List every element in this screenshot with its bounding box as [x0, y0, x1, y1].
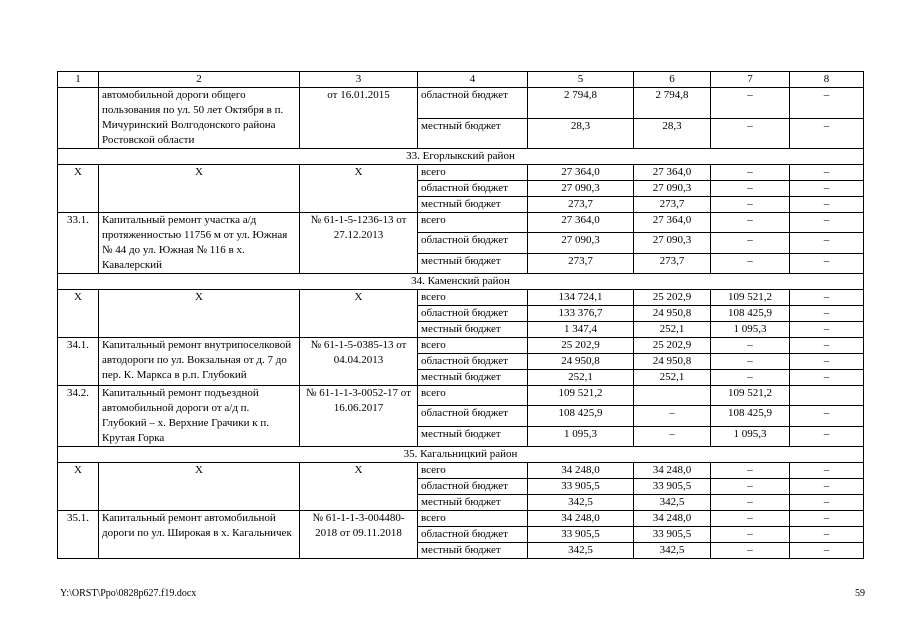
- value-col5: 33 905,5: [528, 527, 634, 543]
- page-number: 59: [855, 588, 865, 599]
- value-col7: –: [711, 181, 790, 197]
- value-col8: –: [790, 213, 864, 233]
- budget-source: местный бюджет: [418, 322, 528, 338]
- value-col8: –: [790, 338, 864, 354]
- value-col6: 27 090,3: [634, 233, 711, 253]
- value-col5: 2 794,8: [528, 88, 634, 119]
- item-number: 34.1.: [58, 338, 99, 386]
- value-col5: 24 950,8: [528, 354, 634, 370]
- value-col6: 25 202,9: [634, 290, 711, 306]
- value-col5: 273,7: [528, 253, 634, 273]
- budget-source: местный бюджет: [418, 426, 528, 446]
- value-col7: –: [711, 197, 790, 213]
- value-col5: 25 202,9: [528, 338, 634, 354]
- value-col7: 108 425,9: [711, 406, 790, 426]
- value-col6: 273,7: [634, 197, 711, 213]
- table-row: [58, 463, 864, 479]
- value-col8: –: [790, 543, 864, 559]
- section-row: [58, 149, 864, 165]
- value-col7: –: [711, 213, 790, 233]
- value-col6: 252,1: [634, 370, 711, 386]
- document-number: № 61-1-1-3-004480-2018 от 09.11.2018: [300, 511, 418, 559]
- table-row: [58, 88, 864, 119]
- header-cell: 2: [99, 72, 300, 88]
- section-row: [58, 447, 864, 463]
- budget-source: областной бюджет: [418, 88, 528, 119]
- header-cell: 5: [528, 72, 634, 88]
- value-col6: 273,7: [634, 253, 711, 273]
- value-col6: 34 248,0: [634, 511, 711, 527]
- value-col8: –: [790, 197, 864, 213]
- budget-source: местный бюджет: [418, 118, 528, 149]
- value-col8: –: [790, 322, 864, 338]
- value-col5: 342,5: [528, 543, 634, 559]
- value-col5: 134 724,1: [528, 290, 634, 306]
- item-name: Капитальный ремонт автомобильной дороги по ул. Широкая в х. Кагальничек: [99, 511, 300, 559]
- value-col5: 252,1: [528, 370, 634, 386]
- value-col6: –: [634, 406, 711, 426]
- item-name: Капитальный ремонт внутрипоселковой автодороги по ул. Вокзальная от д. 7 до пер. К. Маркса в р.п. Глубокий: [99, 338, 300, 386]
- budget-source: всего: [418, 511, 528, 527]
- value-col5: 33 905,5: [528, 479, 634, 495]
- item-number: Х: [58, 290, 99, 338]
- value-col8: –: [790, 253, 864, 273]
- table-row: [58, 511, 864, 527]
- value-col6: 27 364,0: [634, 165, 711, 181]
- header-row: [58, 72, 864, 88]
- header-cell: 8: [790, 72, 864, 88]
- item-name: Х: [99, 290, 300, 338]
- table-row: [58, 386, 864, 406]
- budget-source: областной бюджет: [418, 233, 528, 253]
- section-title: 35. Кагальницкий район: [58, 447, 864, 463]
- value-col6: 25 202,9: [634, 338, 711, 354]
- value-col6: 342,5: [634, 495, 711, 511]
- item-name: Капитальный ремонт участка а/д протяженностью 11756 м от ул. Южная № 44 до ул. Южная № 116 в х. Кавалерский: [99, 213, 300, 274]
- value-col8: –: [790, 88, 864, 119]
- value-col7: –: [711, 370, 790, 386]
- value-col8: –: [790, 306, 864, 322]
- file-path: Y:\ORST\Ppo\0828p627.f19.docx: [60, 588, 197, 599]
- value-col5: 342,5: [528, 495, 634, 511]
- value-col8: –: [790, 527, 864, 543]
- value-col7: –: [711, 233, 790, 253]
- value-col6: 27 090,3: [634, 181, 711, 197]
- value-col5: 28,3: [528, 118, 634, 149]
- document-number: № 61-1-1-3-0052-17 от 16.06.2017: [300, 386, 418, 447]
- section-row: [58, 274, 864, 290]
- document-number: Х: [300, 290, 418, 338]
- item-name: Х: [99, 165, 300, 213]
- value-col8: –: [790, 426, 864, 446]
- value-col8: –: [790, 290, 864, 306]
- budget-source: всего: [418, 338, 528, 354]
- value-col5: 1 095,3: [528, 426, 634, 446]
- table-row: [58, 338, 864, 354]
- item-name: Капитальный ремонт подъездной автомобильной дороги от а/д п. Глубокий – х. Верхние Грачики к п. Крутая Горка: [99, 386, 300, 447]
- value-col5: 109 521,2: [528, 386, 634, 406]
- header-cell: 3: [300, 72, 418, 88]
- value-col8: –: [790, 511, 864, 527]
- budget-source: местный бюджет: [418, 197, 528, 213]
- budget-source: местный бюджет: [418, 370, 528, 386]
- value-col7: 108 425,9: [711, 306, 790, 322]
- value-col6: 34 248,0: [634, 463, 711, 479]
- document-number: Х: [300, 165, 418, 213]
- value-col8: –: [790, 406, 864, 426]
- value-col8: –: [790, 495, 864, 511]
- value-col8: –: [790, 181, 864, 197]
- value-col7: –: [711, 165, 790, 181]
- value-col6: –: [634, 426, 711, 446]
- item-number: Х: [58, 463, 99, 511]
- value-col5: 1 347,4: [528, 322, 634, 338]
- value-col6: 342,5: [634, 543, 711, 559]
- value-col6: 33 905,5: [634, 527, 711, 543]
- budget-source: местный бюджет: [418, 495, 528, 511]
- value-col6: 27 364,0: [634, 213, 711, 233]
- budget-source: областной бюджет: [418, 354, 528, 370]
- value-col8: [790, 386, 864, 406]
- header-cell: 7: [711, 72, 790, 88]
- value-col5: 133 376,7: [528, 306, 634, 322]
- value-col8: –: [790, 479, 864, 495]
- value-col5: 27 090,3: [528, 181, 634, 197]
- value-col7: –: [711, 338, 790, 354]
- budget-source: всего: [418, 290, 528, 306]
- budget-source: всего: [418, 463, 528, 479]
- table-row: [58, 213, 864, 233]
- value-col7: –: [711, 88, 790, 119]
- value-col7: 1 095,3: [711, 426, 790, 446]
- value-col8: –: [790, 233, 864, 253]
- value-col7: –: [711, 527, 790, 543]
- budget-source: местный бюджет: [418, 253, 528, 273]
- document-number: № 61-1-5-1236-13 от 27.12.2013: [300, 213, 418, 274]
- budget-source: областной бюджет: [418, 181, 528, 197]
- value-col7: –: [711, 118, 790, 149]
- value-col7: –: [711, 354, 790, 370]
- header-cell: 4: [418, 72, 528, 88]
- budget-source: местный бюджет: [418, 543, 528, 559]
- value-col5: 27 364,0: [528, 213, 634, 233]
- value-col5: 27 090,3: [528, 233, 634, 253]
- value-col5: 108 425,9: [528, 406, 634, 426]
- document-number: от 16.01.2015: [300, 88, 418, 149]
- value-col7: –: [711, 479, 790, 495]
- value-col7: 109 521,2: [711, 290, 790, 306]
- value-col8: –: [790, 165, 864, 181]
- table-row: [58, 165, 864, 181]
- budget-source: всего: [418, 213, 528, 233]
- value-col7: –: [711, 463, 790, 479]
- budget-source: областной бюджет: [418, 479, 528, 495]
- table-body: [58, 72, 864, 559]
- value-col7: –: [711, 495, 790, 511]
- value-col7: –: [711, 543, 790, 559]
- budget-source: областной бюджет: [418, 527, 528, 543]
- budget-source: областной бюджет: [418, 306, 528, 322]
- value-col6: 28,3: [634, 118, 711, 149]
- item-number: Х: [58, 165, 99, 213]
- item-name: автомобильной дороги общего пользования по ул. 50 лет Октября в п. Мичуринский Волгодонского района Ростовской области: [99, 88, 300, 149]
- header-cell: 6: [634, 72, 711, 88]
- value-col5: 27 364,0: [528, 165, 634, 181]
- budget-source: областной бюджет: [418, 406, 528, 426]
- item-number: 33.1.: [58, 213, 99, 274]
- value-col6: 2 794,8: [634, 88, 711, 119]
- value-col8: –: [790, 354, 864, 370]
- value-col5: 34 248,0: [528, 511, 634, 527]
- value-col5: 34 248,0: [528, 463, 634, 479]
- value-col8: –: [790, 118, 864, 149]
- document-number: Х: [300, 463, 418, 511]
- value-col6: [634, 386, 711, 406]
- budget-source: всего: [418, 386, 528, 406]
- item-number: 35.1.: [58, 511, 99, 559]
- document-number: № 61-1-5-0385-13 от 04.04.2013: [300, 338, 418, 386]
- value-col6: 24 950,8: [634, 354, 711, 370]
- value-col7: 109 521,2: [711, 386, 790, 406]
- value-col6: 252,1: [634, 322, 711, 338]
- value-col6: 24 950,8: [634, 306, 711, 322]
- item-name: Х: [99, 463, 300, 511]
- section-title: 33. Егорлыкский район: [58, 149, 864, 165]
- table-row: [58, 290, 864, 306]
- value-col8: –: [790, 463, 864, 479]
- budget-source: всего: [418, 165, 528, 181]
- budget-table: [57, 71, 864, 559]
- value-col6: 33 905,5: [634, 479, 711, 495]
- item-number: 34.2.: [58, 386, 99, 447]
- value-col7: 1 095,3: [711, 322, 790, 338]
- value-col5: 273,7: [528, 197, 634, 213]
- item-number: [58, 88, 99, 149]
- header-cell: 1: [58, 72, 99, 88]
- value-col8: –: [790, 370, 864, 386]
- value-col7: –: [711, 511, 790, 527]
- value-col7: –: [711, 253, 790, 273]
- section-title: 34. Каменский район: [58, 274, 864, 290]
